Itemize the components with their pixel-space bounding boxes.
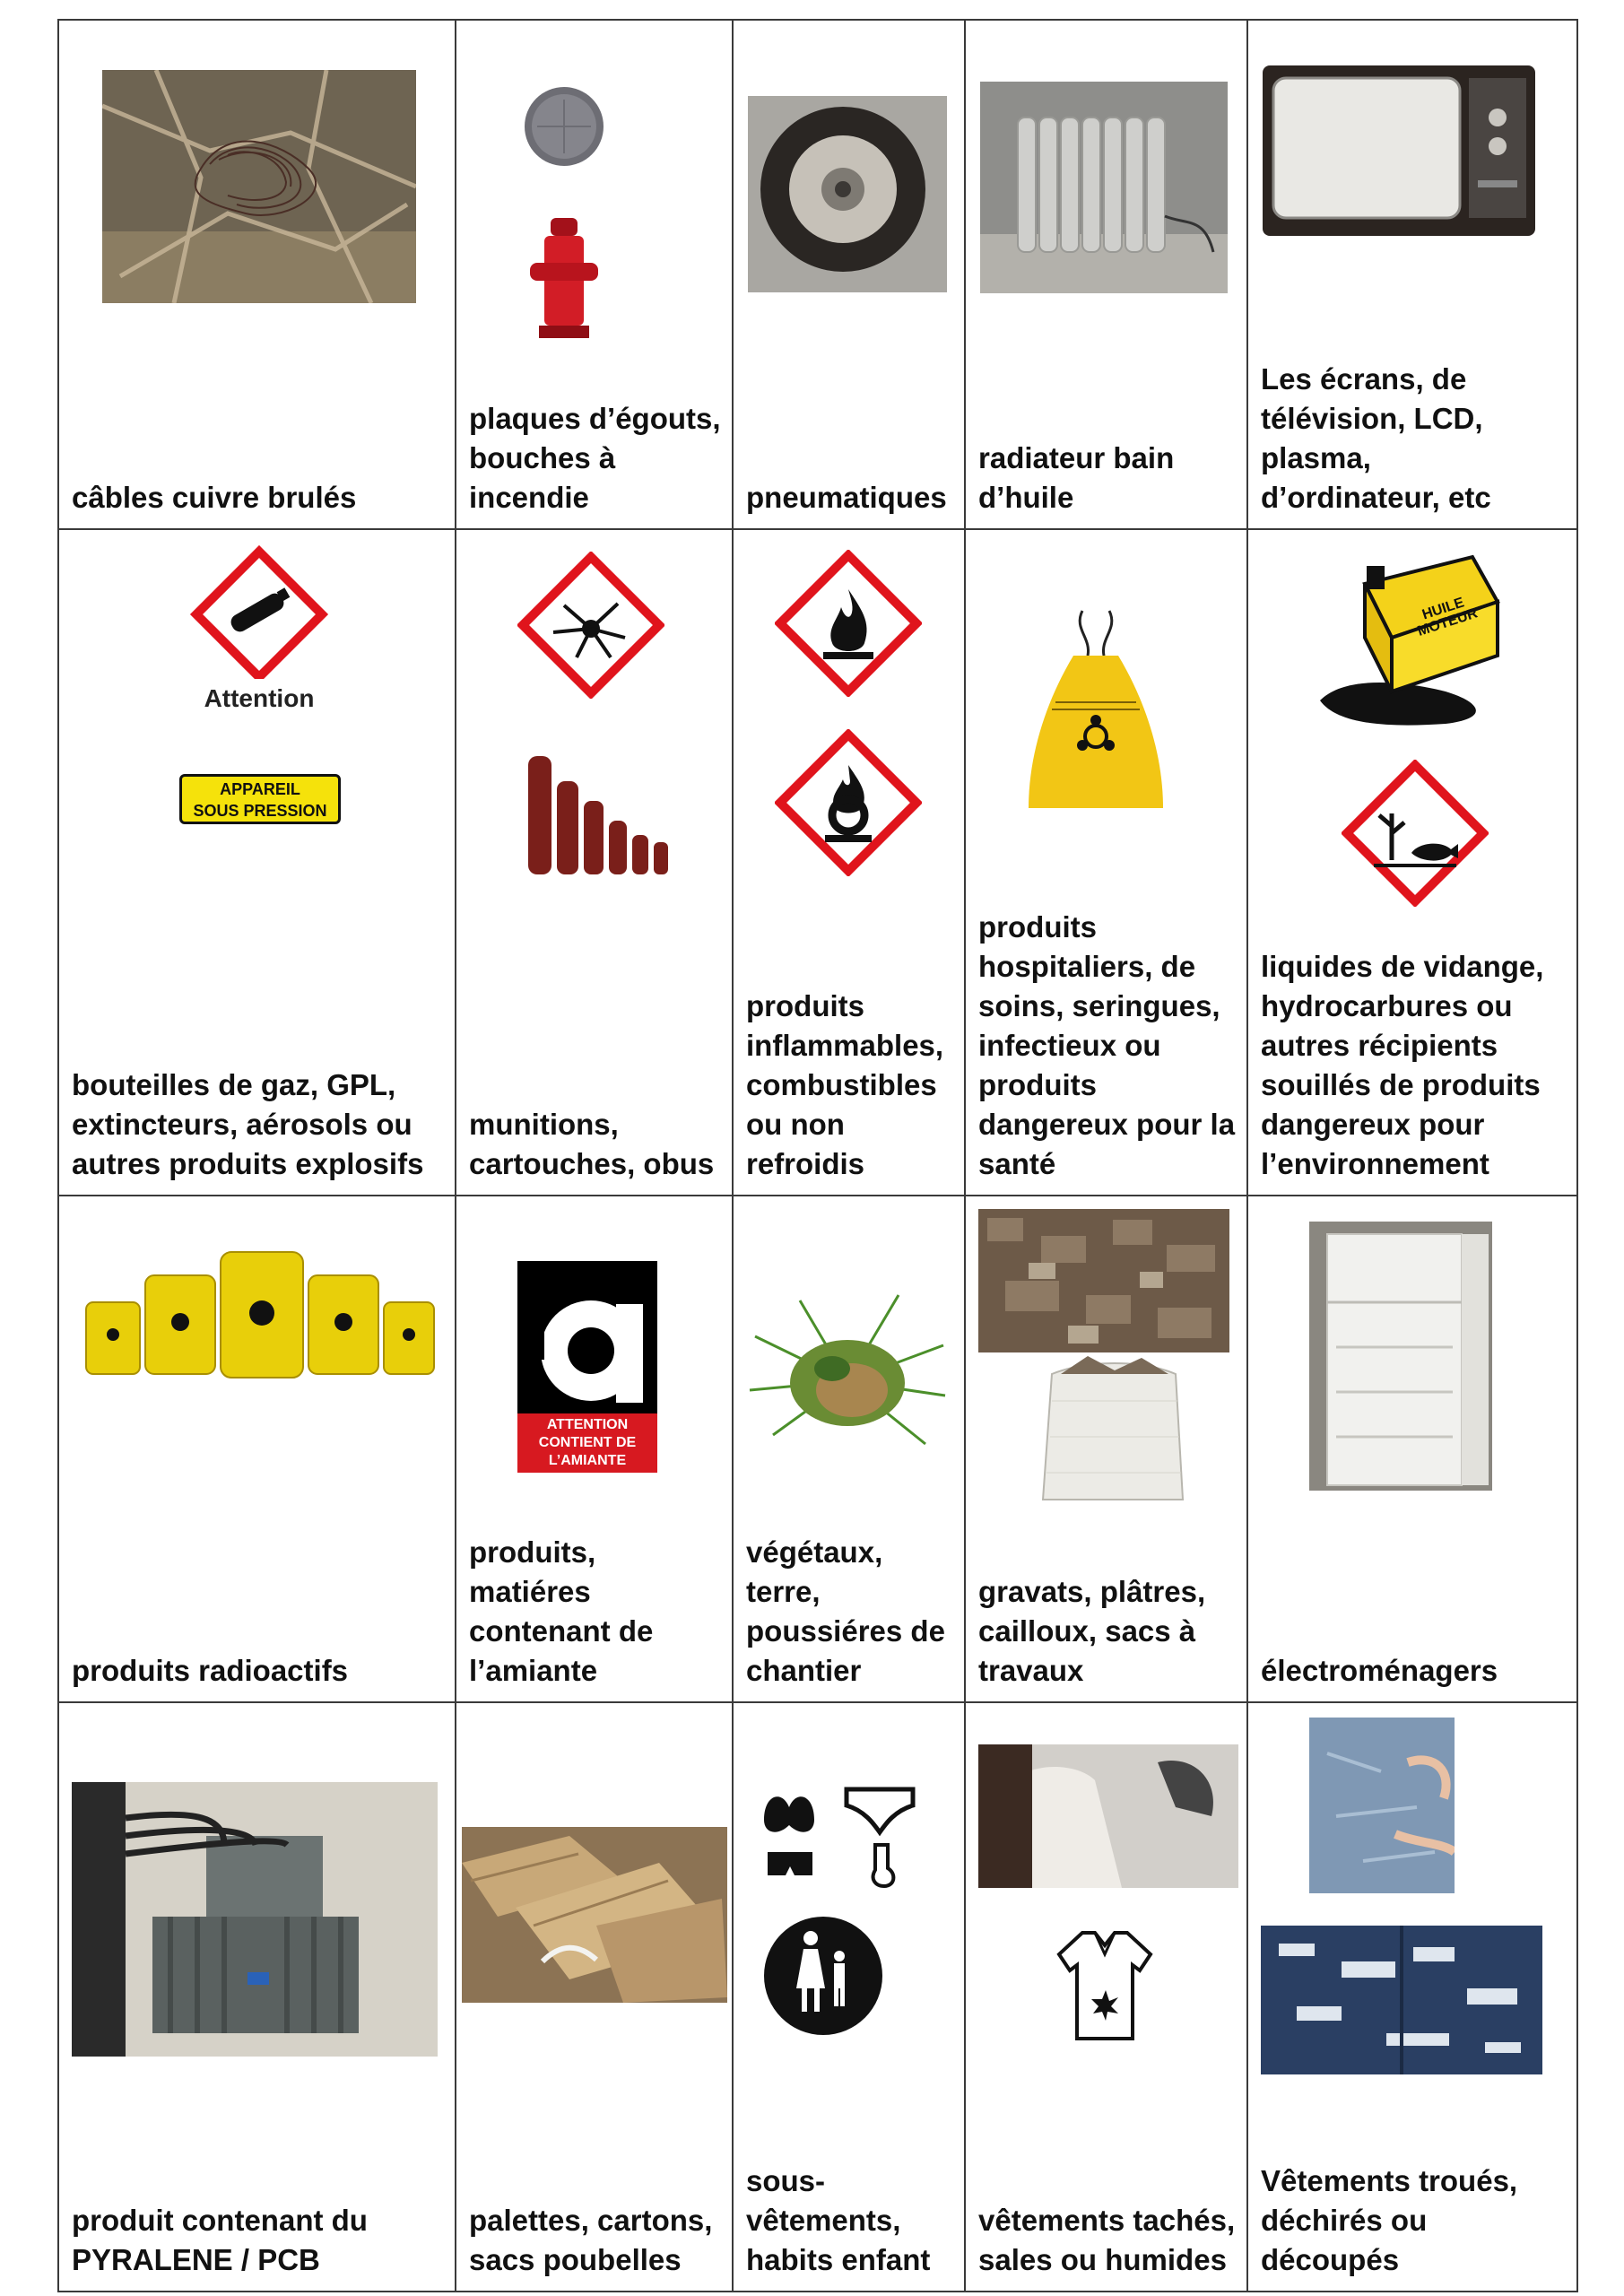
cell-pallets [456,1702,733,2292]
label-draining-liquids: liquides de vidange, hydrocarbures ou autres récipients souillés de produits dangereux pour l’environnement [1261,950,1544,1180]
label-green-waste: végétaux, terre, poussiéres de chantier [746,1535,945,1687]
ripped-jeans-pair-photo [1261,1926,1542,2074]
pallets-and-cardboard-photo [462,1827,727,2003]
cell-tyres [733,20,965,529]
cell-oil-radiator [965,20,1247,529]
table-row [58,20,1577,529]
cell-draining-liquids [1247,529,1577,1196]
tyre-photo [748,96,947,292]
asbestos-a-logo [517,1261,657,1473]
explosive-pictogram [517,552,664,699]
cell-stained-clothes [965,1702,1247,2292]
cell-burnt-cables [58,20,456,529]
label-oil-radiator: radiateur bain d’huile [978,441,1175,514]
stained-shirt-photo [978,1744,1238,1888]
label-stained-clothes: vêtements tachés, sales ou humides [978,2204,1236,2276]
oil-radiator-photo [980,82,1228,293]
cell-appliances [1247,1196,1577,1702]
can-label: HUILE MOTEUR [1415,595,1480,639]
asbestos-warning-text: ATTENTION CONTIENT DE L’AMIANTE [517,1413,657,1473]
cell-radioactive [58,1196,456,1702]
cell-rubble [965,1196,1247,1702]
label-hospital: produits hospitaliers, de soins, seringues, infectieux ou produits dangereux pour la santé [978,910,1236,1180]
old-television-photo [1261,64,1537,241]
cell-hospital [965,529,1247,1196]
label-appliances: électroménagers [1261,1654,1498,1687]
table-row [58,1702,1577,2292]
flammable-pictogram [775,550,922,697]
label-pallets: palettes, cartons, sacs poubelles [469,2204,713,2276]
yellow-biohazard-bag [1020,602,1172,826]
rubble-photo [978,1209,1229,1352]
label-asbestos: produits, matiéres contenant de l’amiante [469,1535,654,1687]
cell-green-waste [733,1196,965,1702]
transformer-photo [72,1782,438,2057]
open-fridge-photo [1309,1222,1492,1491]
table-row [58,529,1577,1196]
label-manhole-hydrant: plaques d’égouts, bouches à incendie [469,402,721,514]
oxidizer-pictogram [775,729,922,876]
engine-oil-can [1311,548,1501,727]
burnt-copper-cables-photo [102,70,416,303]
manhole-cover-and-fire-hydrant [519,83,609,370]
cell-screens [1247,20,1577,529]
label-gas-bottles: bouteilles de gaz, GPL, extincteurs, aérosols ou autres produits explosifs [72,1068,424,1180]
cell-manhole-hydrant [456,20,733,529]
rubble-sack-photo [1034,1356,1192,1510]
environment-hazard-pictogram [1342,760,1489,907]
pictogram-caption: Attention [204,684,315,712]
label-tyres: pneumatiques [746,481,947,514]
cell-flammable [733,529,965,1196]
label-burnt-cables: câbles cuivre brulés [72,481,357,514]
stained-shirt-icon [1055,1927,1154,2044]
label-rubble: gravats, plâtres, cailloux, sacs à travaux [978,1575,1206,1687]
cell-asbestos [456,1196,733,1702]
table-row [58,1196,1577,1702]
cartridges-photo [523,738,675,882]
gas-cylinder-pictogram [186,544,333,720]
radioactive-barrels [81,1248,439,1392]
green-waste-pile [746,1283,949,1465]
label-radioactive: produits radioactifs [72,1654,349,1687]
cell-underwear [733,1702,965,2292]
underwear-and-child-clothing-icons [760,1780,940,2037]
ripped-jeans-photo [1309,1718,1455,1893]
cell-munitions [456,529,733,1196]
cell-gas-bottles [58,529,456,1196]
pressure-device-sign: APPAREIL SOUS PRESSION [179,774,341,824]
cell-pyralene [58,1702,456,2292]
label-pyralene: produit contenant du PYRALENE / PCB [72,2204,368,2276]
label-underwear: sous- vêtements, habits enfant [746,2164,931,2276]
label-ripped-clothes: Vêtements troués, déchirés ou découpés [1261,2164,1518,2276]
waste-items-table [57,19,1578,2292]
label-screens: Les écrans, de télévision, LCD, plasma, d’ordinateur, etc [1261,362,1491,514]
label-flammable: produits inflammables, combustibles ou non refroidis [746,989,944,1180]
cell-ripped-clothes [1247,1702,1577,2292]
label-munitions: munitions, cartouches, obus [469,1108,715,1180]
